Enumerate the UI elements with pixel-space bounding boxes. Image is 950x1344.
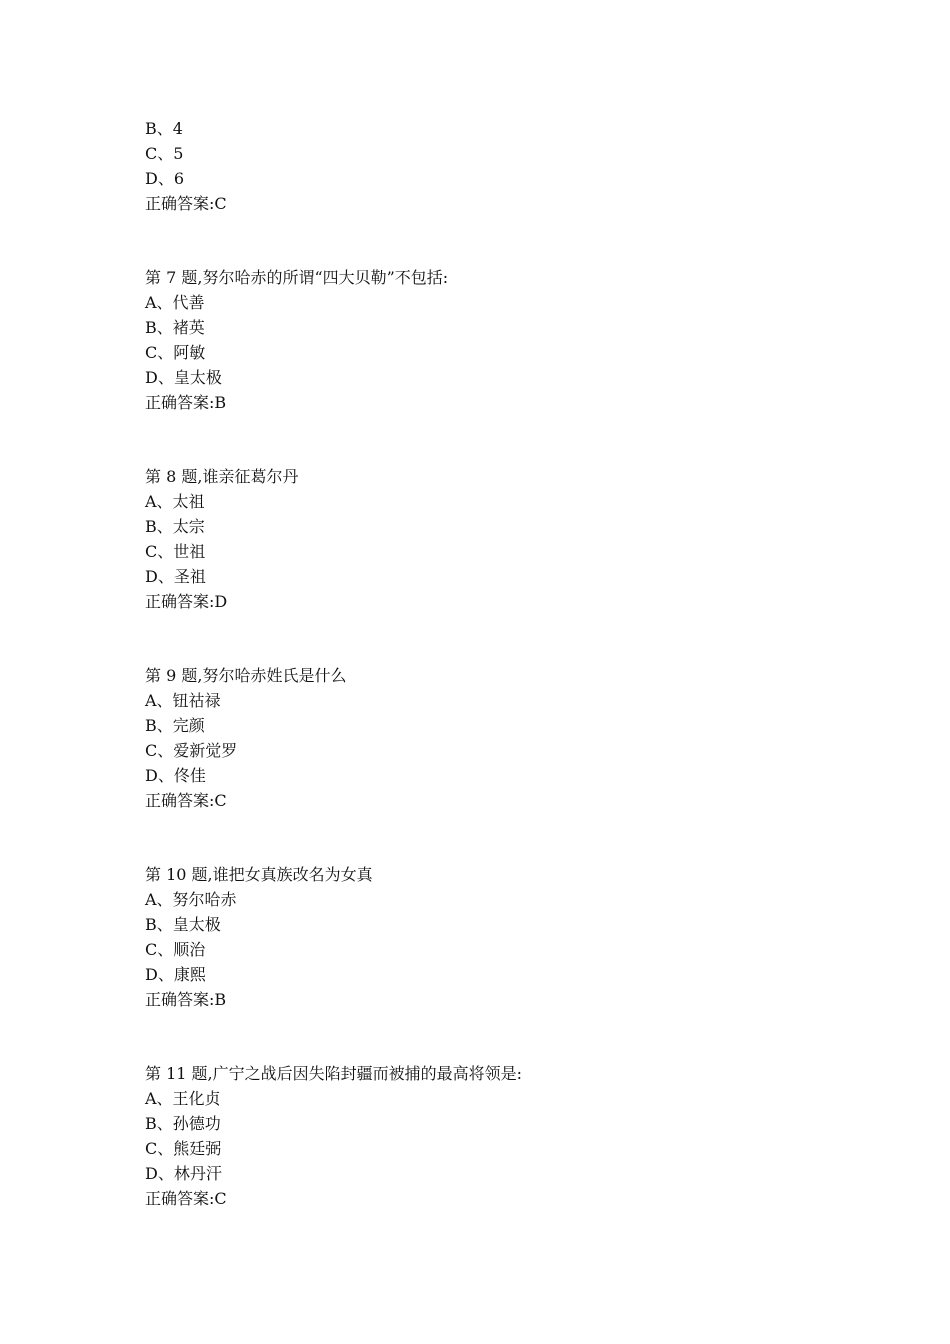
- option-c: C、世祖: [145, 542, 206, 561]
- option-a: A、代善: [145, 293, 205, 312]
- question-10: [145, 862, 845, 1012]
- correct-answer: 正确答案:C: [145, 1189, 227, 1208]
- question-9: [145, 663, 845, 813]
- option-d: D、林丹汗: [145, 1164, 222, 1183]
- question-title: 第 11 题,广宁之战后因失陷封疆而被捕的最高将领是:: [145, 1064, 523, 1083]
- correct-answer: 正确答案:B: [145, 393, 227, 412]
- option-a: A、努尔哈赤: [145, 890, 237, 909]
- option-d: D、佟佳: [145, 766, 206, 785]
- option-c: C、5: [145, 144, 184, 163]
- option-b: B、褚英: [145, 318, 205, 337]
- page-content: [145, 116, 845, 1211]
- question-7: [145, 265, 845, 415]
- question-title: 第 8 题,谁亲征葛尔丹: [145, 467, 299, 486]
- question-continuation: [145, 116, 845, 216]
- option-d: D、圣祖: [145, 567, 206, 586]
- question-8: [145, 464, 845, 614]
- option-a: A、钮祜禄: [145, 691, 221, 710]
- question-title: 第 9 题,努尔哈赤姓氏是什么: [145, 666, 347, 685]
- question-title: 第 10 题,谁把女真族改名为女真: [145, 865, 373, 884]
- option-a: A、王化贞: [145, 1089, 221, 1108]
- option-b: B、太宗: [145, 517, 205, 536]
- option-c: C、爱新觉罗: [145, 741, 238, 760]
- option-b: B、4: [145, 119, 183, 138]
- option-b: B、孙德功: [145, 1114, 221, 1133]
- option-a: A、太祖: [145, 492, 205, 511]
- option-b: B、皇太极: [145, 915, 221, 934]
- option-d: D、康熙: [145, 965, 206, 984]
- question-11: [145, 1061, 845, 1211]
- correct-answer: 正确答案:C: [145, 194, 227, 213]
- option-b: B、完颜: [145, 716, 205, 735]
- option-d: D、6: [145, 169, 185, 188]
- question-title: 第 7 题,努尔哈赤的所谓“四大贝勒”不包括:: [145, 268, 449, 287]
- correct-answer: 正确答案:D: [145, 592, 228, 611]
- option-c: C、顺治: [145, 940, 206, 959]
- option-d: D、皇太极: [145, 368, 222, 387]
- option-c: C、阿敏: [145, 343, 206, 362]
- correct-answer: 正确答案:B: [145, 990, 227, 1009]
- option-c: C、熊廷弼: [145, 1139, 222, 1158]
- correct-answer: 正确答案:C: [145, 791, 227, 810]
